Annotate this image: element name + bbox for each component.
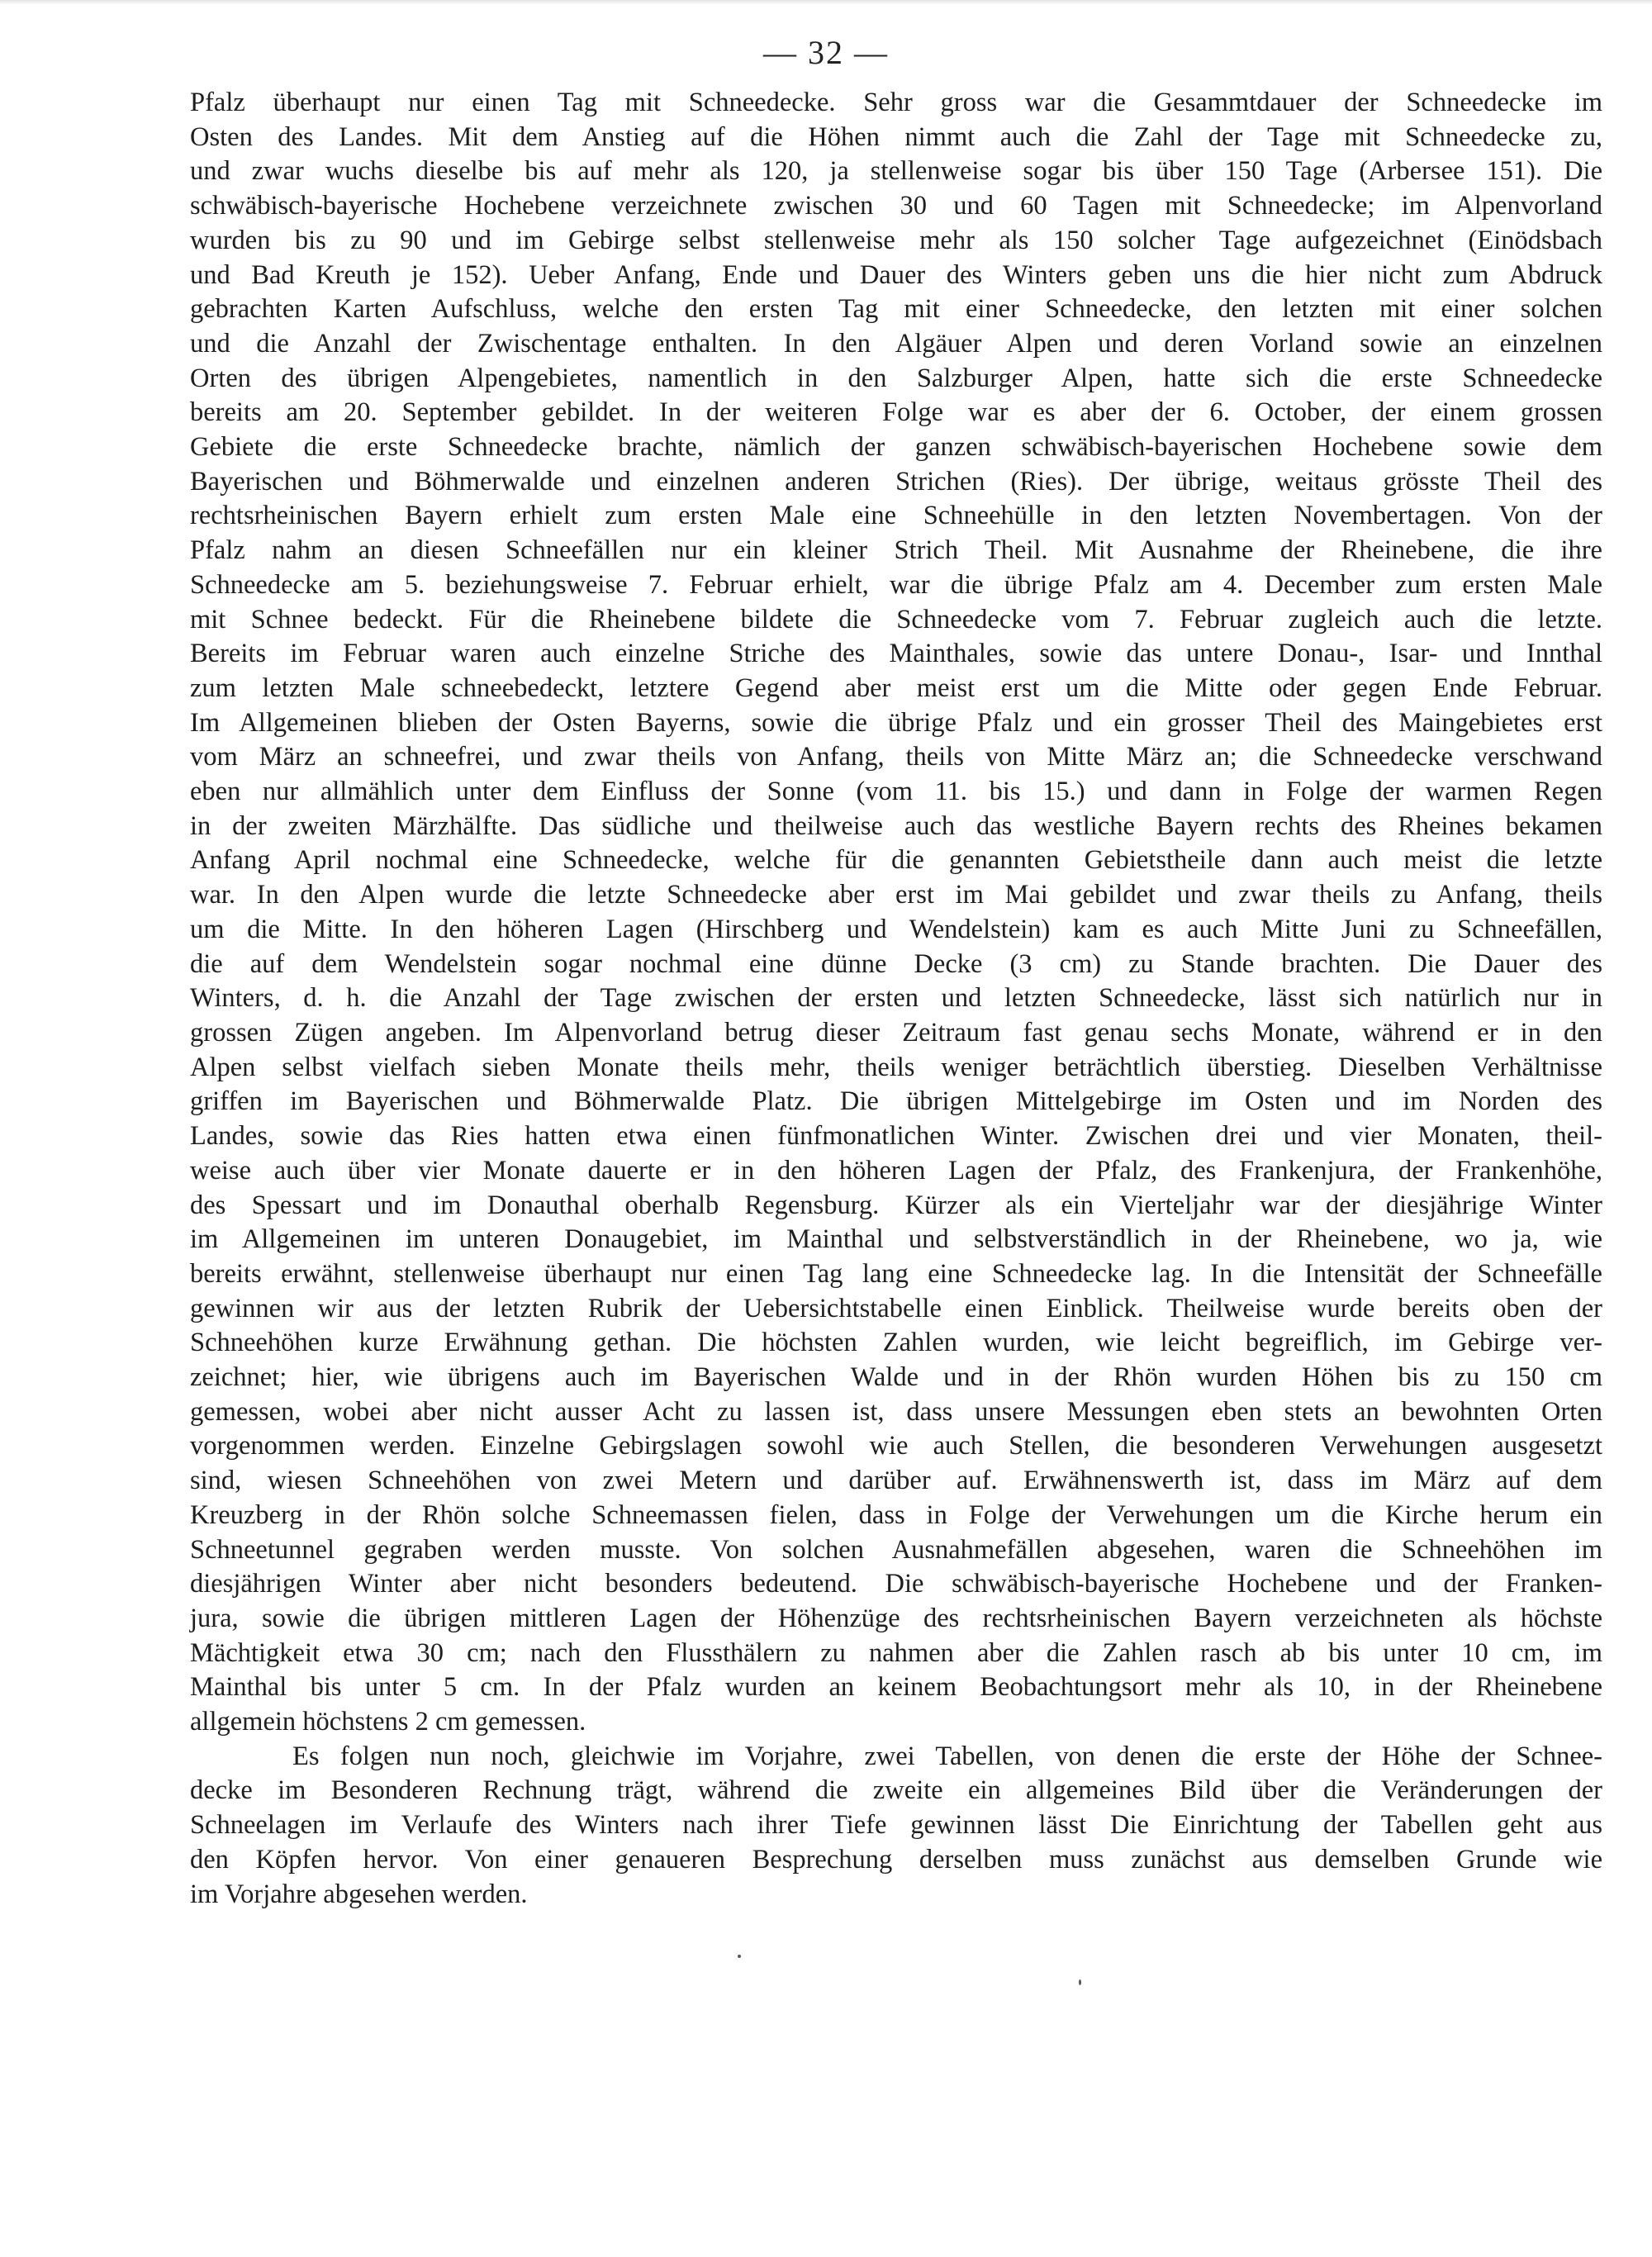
text-line: Bereits im Februar waren auch einzelne Striche des Mainthales, sowie das untere Donau-, Isar- und Innthal xyxy=(190,639,1602,669)
text-line: Winters, d. h. die Anzahl der Tage zwischen der ersten und letzten Schneedecke, lässt sich natürlich nur in xyxy=(190,983,1602,1014)
text-line: weise auch über vier Monate dauerte er in den höheren Lagen der Pfalz, des Frankenjura, der Frankenhöhe, xyxy=(190,1155,1602,1186)
text-line: Schneetunnel gegraben werden musste. Von solchen Ausnahmefällen abgesehen, waren die Schneehöhen im xyxy=(190,1534,1602,1565)
text-line: Schneelagen im Verlaufe des Winters nach ihrer Tiefe gewinnen lässt Die Einrichtung der Tabellen geht aus xyxy=(190,1810,1602,1841)
text-line: Schneedecke am 5. beziehungsweise 7. Februar erhielt, war die übrige Pfalz am 4. December zum ersten Male xyxy=(190,569,1602,600)
text-line: Bayerischen und Böhmerwalde und einzelnen anderen Strichen (Ries). Der übrige, weitaus grösste Theil des xyxy=(190,466,1602,497)
scan-edge xyxy=(0,0,1652,5)
text-line: diesjährigen Winter aber nicht besonders bedeutend. Die schwäbisch-bayerische Hochebene und der Franken- xyxy=(190,1569,1602,1599)
text-line: um die Mitte. In den höheren Lagen (Hirschberg und Wendelstein) kam es auch Mitte Juni zu Schneefällen, xyxy=(190,914,1602,944)
text-line: Es folgen nun noch, gleichwie im Vorjahre, zwei Tabellen, von denen die erste der Höhe der Schnee- xyxy=(292,1741,1602,1771)
text-line: mit Schnee bedeckt. Für die Rheinebene bildete die Schneedecke vom 7. Februar zugleich auch die letzte. xyxy=(190,604,1602,634)
text-line: griffen im Bayerischen und Böhmerwalde Platz. Die übrigen Mittelgebirge im Osten und im Norden des xyxy=(190,1086,1602,1117)
text-line: war. In den Alpen wurde die letzte Schneedecke aber erst im Mai gebildet und zwar theils zu Anfang, theils xyxy=(190,880,1602,910)
text-line: rechtsrheinischen Bayern erhielt zum ersten Male eine Schneehülle in den letzten Novembertagen. Von der xyxy=(190,501,1602,531)
text-line: im Vorjahre abgesehen werden. xyxy=(190,1879,528,1909)
text-line: und Bad Kreuth je 152). Ueber Anfang, Ende und Dauer des Winters geben uns die hier nicht zum Abdruck xyxy=(190,259,1602,290)
text-line: zum letzten Male schneebedeckt, letztere Gegend aber meist erst um die Mitte oder gegen Ende Februar. xyxy=(190,672,1602,703)
text-line: Gebiete die erste Schneedecke brachte, nämlich der ganzen schwäbisch-bayerischen Hochebene sowie dem xyxy=(190,432,1602,463)
page-number: — 32 — xyxy=(763,34,889,71)
text-line: gemessen, wobei aber nicht ausser Acht zu lassen ist, dass unsere Messungen eben stets an bewohnten Orten xyxy=(190,1396,1602,1427)
body-text xyxy=(190,86,1602,1912)
text-line: vom März an schneefrei, und zwar theils von Anfang, theils von Mitte März an; die Schneedecke verschwand xyxy=(190,742,1602,772)
text-line: und zwar wuchs dieselbe bis auf mehr als 120, ja stellenweise sogar bis über 150 Tage (Arbersee 151). Die xyxy=(190,156,1602,187)
text-line: Anfang April nochmal eine Schneedecke, welche für die genannten Gebietstheile dann auch meist die letzte xyxy=(190,845,1602,876)
text-line: den Köpfen hervor. Von einer genaueren Besprechung derselben muss zunächst aus demselben Grunde wie xyxy=(190,1844,1602,1874)
text-line: des Spessart und im Donauthal oberhalb Regensburg. Kürzer als ein Vierteljahr war der diesjährige Winter xyxy=(190,1190,1602,1220)
text-line: schwäbisch-bayerische Hochebene verzeichnete zwischen 30 und 60 Tagen mit Schneedecke; im Alpenvorland xyxy=(190,191,1602,221)
text-line: Osten des Landes. Mit dem Anstieg auf die Höhen nimmt auch die Zahl der Tage mit Schneedecke zu, xyxy=(190,121,1602,152)
text-line: allgemein höchstens 2 cm gemessen. xyxy=(190,1707,586,1737)
text-line: decke im Besonderen Rechnung trägt, während die zweite ein allgemeines Bild über die Veränderungen der xyxy=(190,1775,1602,1806)
text-line: bereits erwähnt, stellenweise überhaupt nur einen Tag lang eine Schneedecke lag. In die Intensität der Schneefälle xyxy=(190,1258,1602,1289)
text-line: zeichnet; hier, wie übrigens auch im Bayerischen Walde und in der Rhön wurden Höhen bis zu 150 cm xyxy=(190,1362,1602,1393)
text-line: wurden bis zu 90 und im Gebirge selbst stellenweise mehr als 150 solcher Tage aufgezeichnet (Einödsbach xyxy=(190,225,1602,255)
text-line: jura, sowie die übrigen mittleren Lagen der Höhenzüge des rechtsrheinischen Bayern verzeichneten als höchste xyxy=(190,1603,1602,1633)
text-line: Im Allgemeinen blieben der Osten Bayerns, sowie die übrige Pfalz und ein grosser Theil des Maingebietes erst xyxy=(190,707,1602,738)
text-line: eben nur allmählich unter dem Einfluss der Sonne (vom 11. bis 15.) und dann in Folge der warmen Regen xyxy=(190,777,1602,807)
text-line: im Allgemeinen im unteren Donaugebiet, im Mainthal und selbstverständlich in der Rheinebene, wo ja, wie xyxy=(190,1224,1602,1255)
text-line: grossen Zügen angeben. Im Alpenvorland betrug dieser Zeitraum fast genau sechs Monate, während er in den xyxy=(190,1017,1602,1048)
text-line: und die Anzahl der Zwischentage enthalten. In den Algäuer Alpen und deren Vorland sowie an einzelnen xyxy=(190,328,1602,359)
text-line: Pfalz überhaupt nur einen Tag mit Schneedecke. Sehr gross war die Gesammtdauer der Schneedecke im xyxy=(190,88,1602,117)
text-line: Alpen selbst vielfach sieben Monate theils mehr, theils weniger beträchtlich überstieg. Dieselben Verhältnisse xyxy=(190,1052,1602,1082)
text-line: in der zweiten Märzhälfte. Das südliche und theilweise auch das westliche Bayern rechts des Rheines bekamen xyxy=(190,810,1602,841)
paragraph xyxy=(190,86,1602,1740)
text-line: Orten des übrigen Alpengebietes, namentlich in den Salzburger Alpen, hatte sich die erste Schneedecke xyxy=(190,363,1602,393)
text-line: gebrachten Karten Aufschluss, welche den ersten Tag mit einer Schneedecke, den letzten mit einer solchen xyxy=(190,294,1602,325)
text-line: gewinnen wir aus der letzten Rubrik der Uebersichtstabelle einen Einblick. Theilweise wurde bereits oben der xyxy=(190,1293,1602,1323)
scan-speck xyxy=(1079,1979,1081,1985)
text-line: Mainthal bis unter 5 cm. In der Pfalz wurden an keinem Beobachtungsort mehr als 10, in der Rheinebene xyxy=(190,1672,1602,1703)
text-line: sind, wiesen Schneehöhen von zwei Metern und darüber auf. Erwähnenswerth ist, dass im März auf dem xyxy=(190,1466,1602,1496)
text-line: Mächtigkeit etwa 30 cm; nach den Flussthälern zu nahmen aber die Zahlen rasch ab bis unter 10 cm, im xyxy=(190,1637,1602,1668)
text-line: Kreuzberg in der Rhön solche Schneemassen fielen, dass in Folge der Verwehungen um die Kirche herum ein xyxy=(190,1499,1602,1530)
scan-speck xyxy=(738,1955,741,1958)
text-line: Pfalz nahm an diesen Schneefällen nur ein kleiner Strich Theil. Mit Ausnahme der Rheinebene, die ihre xyxy=(190,535,1602,566)
text-line: Landes, sowie das Ries hatten etwa einen fünfmonatlichen Winter. Zwischen drei und vier Monaten, theil- xyxy=(190,1121,1602,1152)
text-line: vorgenommen werden. Einzelne Gebirgslagen sowohl wie auch Stellen, die besonderen Verwehungen ausgesetzt xyxy=(190,1431,1602,1461)
paragraph xyxy=(190,1740,1602,1913)
text-line: bereits am 20. September gebildet. In der weiteren Folge war es aber der 6. October, der einem grossen xyxy=(190,397,1602,428)
text-line: Schneehöhen kurze Erwähnung gethan. Die höchsten Zahlen wurden, wie leicht begreiflich, im Gebirge ver- xyxy=(190,1328,1602,1358)
text-line: die auf dem Wendelstein sogar nochmal eine dünne Decke (3 cm) zu Stande brachten. Die Dauer des xyxy=(190,948,1602,979)
